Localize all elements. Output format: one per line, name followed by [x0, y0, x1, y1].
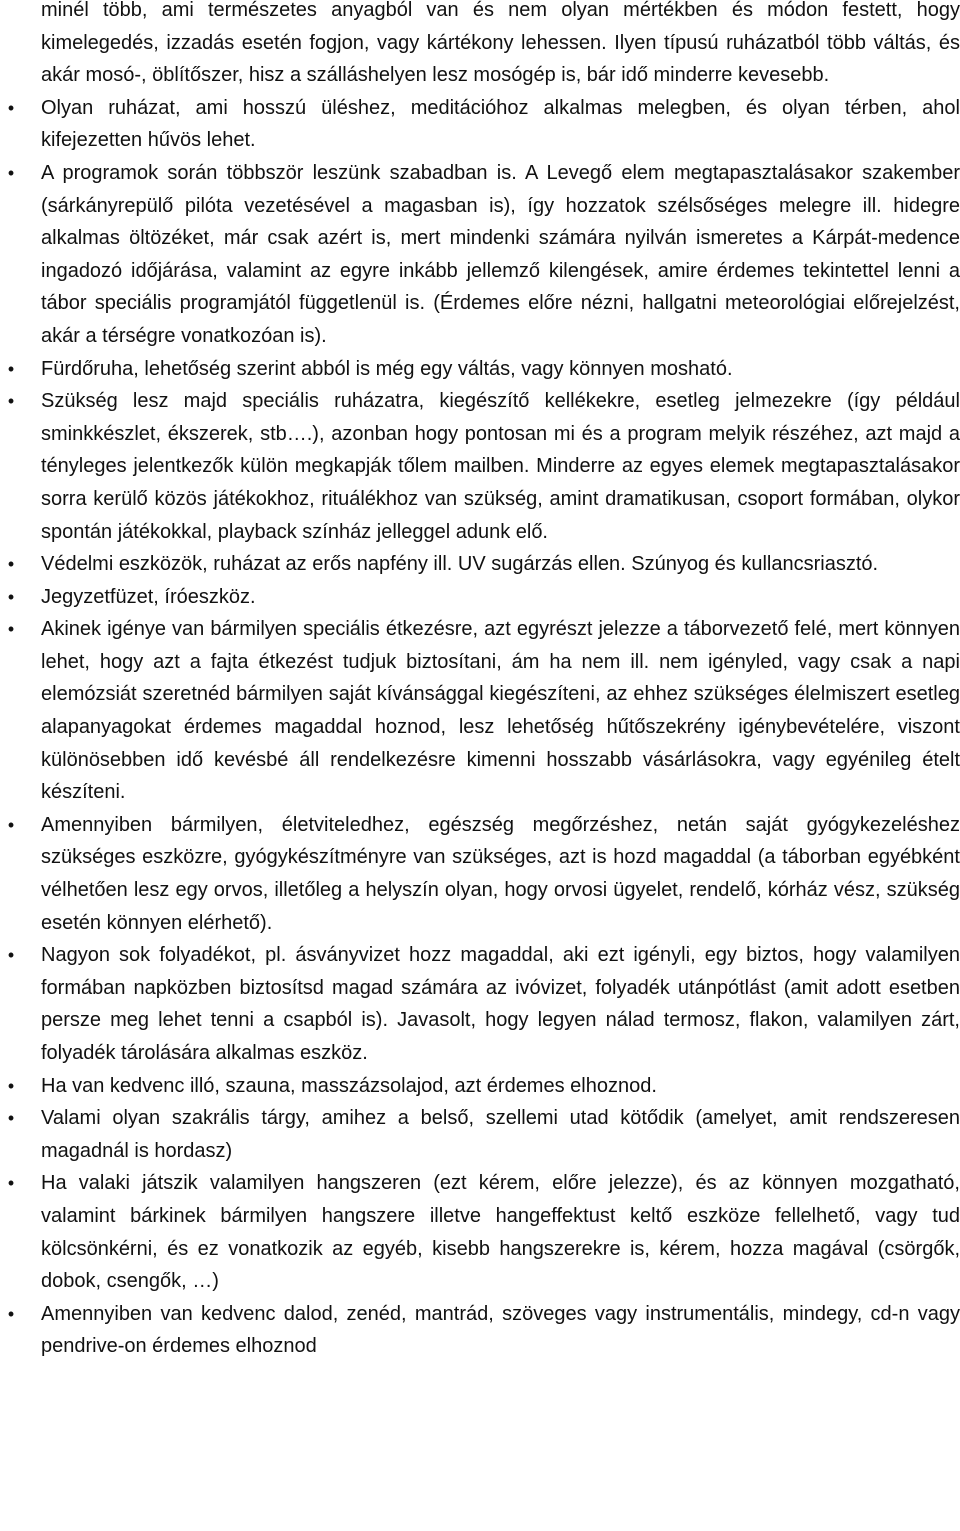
bullet-icon: •: [7, 358, 15, 379]
packing-list: [7, 0, 960, 1363]
list-item: [7, 385, 960, 548]
list-item: [7, 92, 960, 157]
list-item-text: Akinek igénye van bármilyen speciális étkezésre, azt egyrészt jelezze a táborvezető felé, mert könnyen lehet, hogy azt a fajta étkezést tudjuk biztosítani, ám ha nem ill. nem igényled, vagy csak a napi elemózsiát szeretnéd bármilyen saját kívánsággal kiegészíteni, az ehhez szükséges élelmiszert esetleg alapanyagokat érdemes magaddal hoznod, lesz lehetőség hűtőszekrény igénybevételére, viszont különösebben idő kevésbé áll rendelkezésre kimenni hosszabb vásárlásokra, vagy egyénileg ételt készíteni.: [41, 618, 960, 804]
list-item-text: Szükség lesz majd speciális ruházatra, kiegészítő kellékekre, esetleg jelmezekre (így például sminkkészlet, ékszerek, stb….), azonban hogy pontosan mi és a program melyik részéhez, azt majd a tényleges jelentkezők külön megkapják tőlem mailben. Minderre az egyes elemek megtapasztalásakor sorra kerülő közös játékokhoz, rituálékhoz van szükség, amint dramatikusan, csoport formában, olykor spontán játékokkal, playback színház jelleggel adunk elő.: [41, 390, 960, 543]
list-item-text: Amennyiben bármilyen, életviteledhez, egészség megőrzéshez, netán saját gyógykezeléshez szükséges eszközre, gyógykészítményre van szükséges, azt is hozd magaddal (a táborban egyébként vélhetően lesz egy orvos, illetőleg a helyszín olyan, hogy orvosi ügyelet, rendelő, kórház vész, szükség esetén könnyen elérhető).: [41, 813, 960, 934]
list-item-text: Nagyon sok folyadékot, pl. ásványvizet hozz magaddal, aki ezt igényli, egy biztos, hogy valamilyen formában napközben biztosítsd magad számára az ivóvizet, folyadék utánpótlást (amit adott esetben persze meg lehet tenni a csapból is). Javasolt, hogy legyen nálad termosz, flakon, valamilyen zárt, folyadék tárolására alkalmas eszköz.: [41, 944, 960, 1064]
bullet-icon: •: [7, 1173, 15, 1194]
bullet-icon: •: [7, 1108, 15, 1129]
list-item: [7, 809, 960, 939]
list-item-text: Jegyzetfüzet, íróeszköz.: [41, 585, 256, 608]
bullet-icon: •: [7, 554, 15, 575]
list-item-text: minél több, ami természetes anyagból van és nem olyan mértékben és módon festett, hogy kimelegedés, izzadás esetén fogjon, vagy kártékony lehessen. Ilyen típusú ruházatból több váltás, és akár mosó-, öblítőszer, hisz a szálláshelyen lesz mosógép is, bár idő minderre kevesebb.: [41, 0, 960, 87]
list-item: [7, 1298, 960, 1363]
list-item: [7, 157, 960, 353]
bullet-icon: •: [7, 814, 15, 835]
bullet-icon: •: [7, 162, 15, 183]
bullet-icon: •: [7, 1303, 15, 1324]
bullet-icon: •: [7, 97, 15, 118]
list-item: [7, 613, 960, 809]
list-item-text: Valami olyan szakrális tárgy, amihez a belső, szellemi utad kötődik (amelyet, amit rendszeresen magadnál is hordasz): [41, 1107, 960, 1162]
list-item: [41, 0, 960, 92]
list-item: [7, 939, 960, 1069]
list-item-text: Ha van kedvenc illó, szauna, masszázsolajod, azt érdemes elhoznod.: [41, 1074, 657, 1097]
list-item-text: A programok során többször leszünk szabadban is. A Levegő elem megtapasztalásakor szakember (sárkányrepülő pilóta vezetésével a magasban is), így hozzatok szélsőséges melegre ill. hidegre alkalmas öltözéket, már csak azért is, mert mindenki számára nyilván ismeretes a Kárpát-medence ingadozó időjárása, valamint az egyre inkább jellemző kilengések, amire érdemes tekintettel lenni a tábor speciális programjától függetlenül is. (Érdemes előre nézni, hallgatni meteorológiai előrejelzést, akár a térségre vonatkozóan is).: [41, 161, 960, 347]
list-item: [7, 548, 960, 581]
bullet-icon: •: [7, 619, 15, 640]
bullet-icon: •: [7, 945, 15, 966]
list-item: [7, 353, 960, 386]
bullet-icon: •: [7, 391, 15, 412]
list-item-text: Ha valaki játszik valamilyen hangszeren (ezt kérem, előre jelezze), és az könnyen mozgatható, valamint bárkinek bármilyen hangszere illetve hangeffektust keltő eszköze fellelhető, vagy tud kölcsönkérni, és ez vonatkozik az egyéb, kisebb hangszerekre is, kérem, hozza magával (csörgők, dobok, csengők, …): [41, 1172, 960, 1293]
list-item-text: Amennyiben van kedvenc dalod, zenéd, mantrád, szöveges vagy instrumentális, mindegy, cd-n vagy pendrive-on érdemes elhoznod: [41, 1302, 960, 1358]
list-item: [7, 581, 960, 614]
list-item-text: Fürdőruha, lehetőség szerint abból is még egy váltás, vagy könnyen mosható.: [41, 357, 733, 380]
list-item: [7, 1167, 960, 1297]
bullet-icon: •: [7, 586, 15, 607]
bullet-icon: •: [7, 1075, 15, 1096]
list-item: [7, 1070, 960, 1103]
list-item-text: Védelmi eszközök, ruházat az erős napfény ill. UV sugárzás ellen. Szúnyog és kullancsriasztó.: [41, 553, 879, 576]
list-item: [7, 1102, 960, 1167]
list-item-text: Olyan ruházat, ami hosszú üléshez, meditációhoz alkalmas melegben, és olyan térben, ahol kifejezetten hűvös lehet.: [41, 96, 960, 152]
